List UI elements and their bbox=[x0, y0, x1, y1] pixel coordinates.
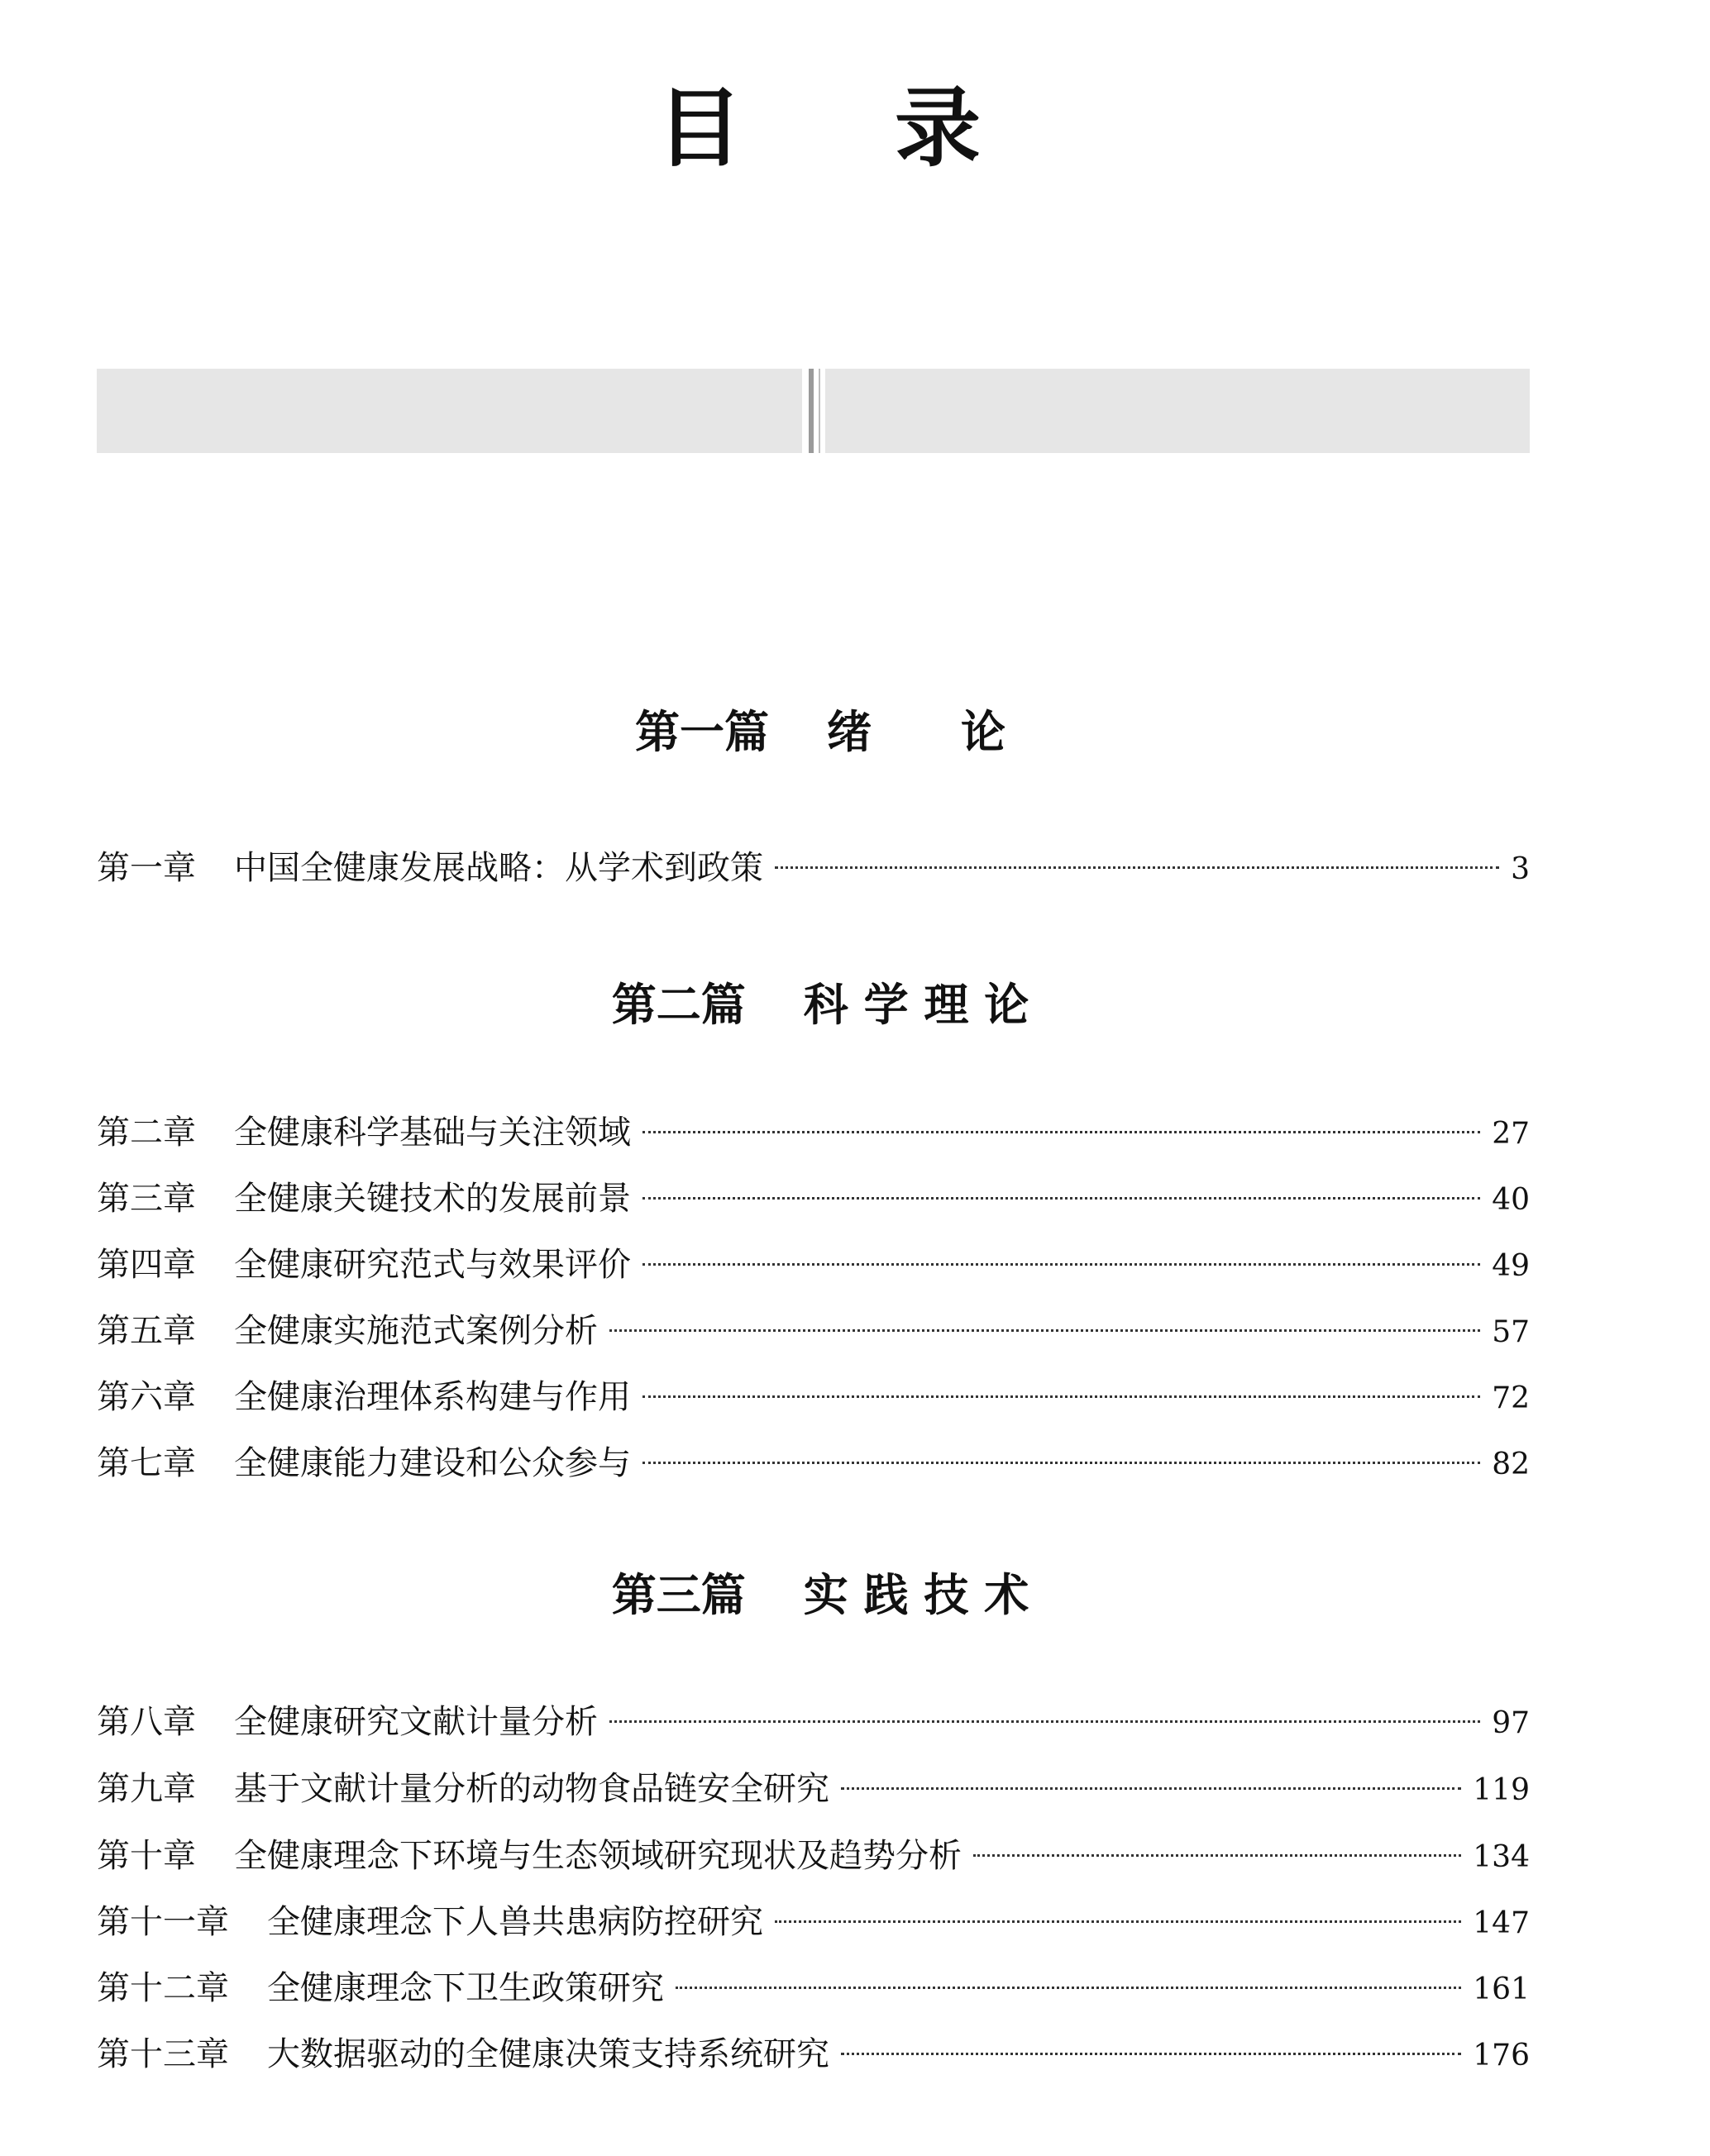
part-heading bbox=[0, 1568, 1641, 1621]
chapter-title: 全健康实施范式案例分析 bbox=[234, 1312, 598, 1350]
toc-entry[interactable] bbox=[97, 1174, 1530, 1223]
page-number: 97 bbox=[1492, 1706, 1530, 1740]
banner-right-block bbox=[825, 369, 1530, 453]
dot-leader bbox=[841, 1787, 1461, 1790]
dot-leader bbox=[642, 1462, 1480, 1464]
banner-divider-thick bbox=[809, 369, 814, 453]
chapter-title: 全健康治理体系构建与作用 bbox=[234, 1378, 631, 1416]
chapter-title: 全健康研究范式与效果评价 bbox=[234, 1246, 631, 1284]
chapter-title: 全健康研究文献计量分析 bbox=[234, 1703, 598, 1741]
part-label: 第二篇 bbox=[611, 978, 746, 1031]
chapter-title: 全健康理念下人兽共患病防控研究 bbox=[267, 1903, 763, 1941]
chapter-number: 第七章 bbox=[97, 1444, 196, 1482]
chapter-title: 全健康能力建设和公众参与 bbox=[234, 1444, 631, 1482]
chapter-title: 全健康理念下卫生政策研究 bbox=[267, 1969, 664, 2007]
toc-entry[interactable] bbox=[97, 1108, 1530, 1157]
toc-entry[interactable] bbox=[97, 1831, 1530, 1881]
dot-leader bbox=[642, 1197, 1480, 1200]
dot-leader bbox=[973, 1854, 1461, 1857]
chapter-title: 大数据驱动的全健康决策支持系统研究 bbox=[267, 2035, 829, 2073]
chapter-title: 中国全健康发展战略：从学术到政策 bbox=[234, 849, 763, 887]
toc-entry[interactable] bbox=[97, 1963, 1530, 2013]
page-number: 82 bbox=[1492, 1448, 1530, 1481]
part-heading bbox=[0, 978, 1641, 1031]
chapter-number: 第三章 bbox=[97, 1180, 196, 1218]
chapter-title: 全健康关键技术的发展前景 bbox=[234, 1180, 631, 1218]
dot-leader bbox=[642, 1395, 1480, 1398]
toc-entry[interactable] bbox=[97, 1764, 1530, 1814]
page-number: 147 bbox=[1473, 1906, 1530, 1940]
part-name: 实 践 技 术 bbox=[803, 1568, 1029, 1621]
page-number: 57 bbox=[1492, 1315, 1530, 1349]
dot-leader bbox=[609, 1720, 1480, 1723]
part-name: 绪 论 bbox=[827, 705, 1005, 758]
chapter-number: 第四章 bbox=[97, 1246, 196, 1284]
chapter-title: 基于文献计量分析的动物食品链安全研究 bbox=[234, 1770, 829, 1808]
chapter-number: 第五章 bbox=[97, 1312, 196, 1350]
toc-entry[interactable] bbox=[97, 1306, 1530, 1356]
banner-left-block bbox=[97, 369, 802, 453]
dot-leader bbox=[642, 1263, 1480, 1266]
decorative-banner bbox=[97, 369, 1530, 453]
part-label: 第三篇 bbox=[611, 1568, 746, 1621]
dot-leader bbox=[609, 1329, 1480, 1332]
toc-entry[interactable] bbox=[97, 2030, 1530, 2079]
chapter-title: 全健康理念下环境与生态领域研究现状及趋势分析 bbox=[234, 1837, 962, 1875]
page-title bbox=[0, 79, 1641, 178]
part-label: 第一篇 bbox=[635, 705, 769, 758]
dot-leader bbox=[642, 1131, 1480, 1133]
chapter-number: 第二章 bbox=[97, 1114, 196, 1152]
banner-divider-thin bbox=[819, 369, 820, 453]
chapter-title: 全健康科学基础与关注领域 bbox=[234, 1114, 631, 1152]
page-number: 134 bbox=[1473, 1840, 1530, 1874]
chapter-number: 第一章 bbox=[97, 849, 196, 887]
chapter-number: 第十章 bbox=[97, 1837, 196, 1875]
page-number: 176 bbox=[1473, 2039, 1530, 2073]
chapter-number: 第九章 bbox=[97, 1770, 196, 1808]
toc-entry[interactable] bbox=[97, 1697, 1530, 1747]
toc-entry[interactable] bbox=[97, 1372, 1530, 1422]
dot-leader bbox=[841, 2053, 1461, 2055]
toc-entry[interactable] bbox=[97, 1897, 1530, 1947]
chapter-number: 第六章 bbox=[97, 1378, 196, 1416]
chapter-number: 第十一章 bbox=[97, 1903, 229, 1941]
page-number: 40 bbox=[1492, 1183, 1530, 1217]
page-number: 3 bbox=[1511, 852, 1530, 886]
page-title-left: 目 bbox=[656, 77, 746, 179]
chapter-number: 第十三章 bbox=[97, 2035, 229, 2073]
dot-leader bbox=[775, 866, 1499, 869]
page-number: 72 bbox=[1492, 1381, 1530, 1415]
page-number: 119 bbox=[1473, 1773, 1530, 1807]
toc-entry[interactable] bbox=[97, 843, 1530, 893]
page-number: 161 bbox=[1473, 1972, 1530, 2006]
dot-leader bbox=[775, 1920, 1461, 1923]
part-name: 科 学 理 论 bbox=[803, 978, 1029, 1031]
page-number: 27 bbox=[1492, 1117, 1530, 1151]
toc-entry[interactable] bbox=[97, 1438, 1530, 1488]
chapter-number: 第十二章 bbox=[97, 1969, 229, 2007]
part-heading bbox=[0, 705, 1641, 758]
page-title-right: 录 bbox=[895, 77, 985, 179]
toc-entry[interactable] bbox=[97, 1240, 1530, 1290]
dot-leader bbox=[676, 1987, 1461, 1989]
chapter-number: 第八章 bbox=[97, 1703, 196, 1741]
page-number: 49 bbox=[1492, 1249, 1530, 1283]
